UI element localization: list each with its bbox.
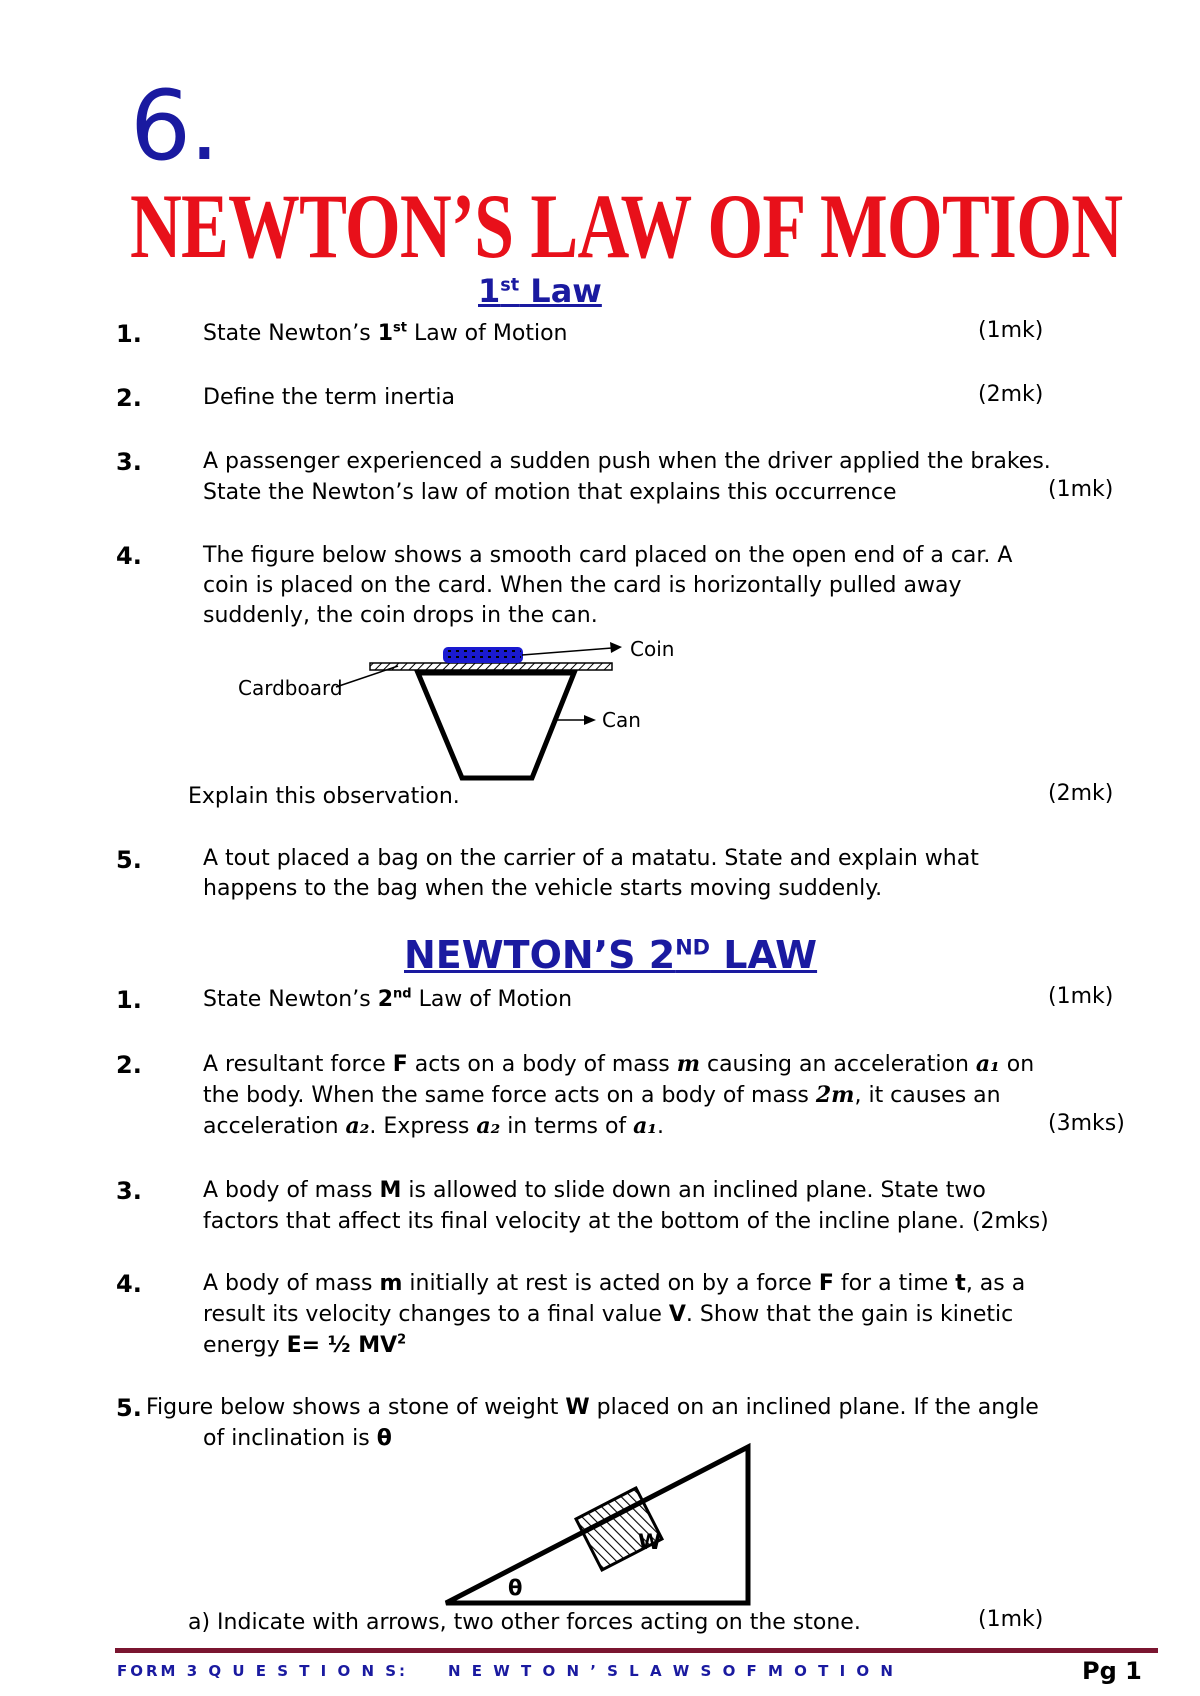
can-label: Can <box>602 708 641 732</box>
footer-left: FORM 3 Q U E S T I O N S: <box>117 1662 409 1680</box>
cardboard-arrow <box>336 666 398 687</box>
question-followup: Explain this observation. <box>188 784 460 809</box>
chapter-title: NEWTON’S LAW OF MOTION <box>130 175 1123 277</box>
question-text: happens to the bag when the vehicle starts moving suddenly. <box>203 876 883 901</box>
question-marks: (1mk) <box>978 318 1044 343</box>
chapter-number: 6. <box>130 70 218 182</box>
question-marks: (2mk) <box>978 382 1044 407</box>
question-number: 3. <box>116 448 142 476</box>
question-text: State the Newton’s law of motion that explains this occurrence <box>203 480 897 505</box>
question-text: A body of mass M is allowed to slide down an inclined plane. State two <box>203 1178 986 1203</box>
question-number: 2. <box>116 1051 142 1079</box>
can-arrow-head <box>584 715 596 725</box>
theta-label: θ <box>508 1576 523 1600</box>
coin-card-can-figure <box>230 636 710 786</box>
question-part-a: a) Indicate with arrows, two other forces acting on the stone. <box>188 1610 861 1635</box>
question-number: 4. <box>116 542 142 570</box>
question-number: 2. <box>116 384 142 412</box>
section-heading-second-law: NEWTON’S 2ND LAW <box>404 933 818 977</box>
question-number: 5. <box>116 846 142 874</box>
question-number: 1. <box>116 320 142 348</box>
question-text: State Newton’s 2nd Law of Motion <box>203 986 573 1012</box>
question-marks: (3mks) <box>1048 1111 1125 1136</box>
cardboard-label: Cardboard <box>238 676 343 700</box>
question-text: State Newton’s 1st Law of Motion <box>203 320 568 346</box>
coin-label: Coin <box>630 637 675 661</box>
footer-center: N E W T O N ’ S L A W S O F M O T I O N <box>448 1662 896 1680</box>
question-text: coin is placed on the card. When the card is horizontally pulled away <box>203 573 962 598</box>
question-text: A body of mass m initially at rest is acted on by a force F for a time t, as a <box>203 1271 1026 1296</box>
section-heading-first-law: 1st Law <box>478 272 602 310</box>
question-text: energy E= ½ $MV^2$ <box>203 1332 407 1358</box>
question-marks: (1mk) <box>1048 984 1114 1009</box>
question-marks: (1mk) <box>978 1607 1044 1632</box>
question-text: A tout placed a bag on the carrier of a matatu. State and explain what <box>203 846 979 871</box>
question-text: acceleration a₂. Express a₂ in terms of a₁. <box>203 1113 665 1139</box>
footer-divider <box>115 1648 1158 1653</box>
question-text: Figure below shows a stone of weight W placed on an inclined plane. If the angle <box>146 1395 1039 1420</box>
question-number: 1. <box>116 986 142 1014</box>
inclined-plane-figure <box>430 1435 760 1610</box>
coin-arrow-head <box>610 642 622 653</box>
question-text: suddenly, the coin drops in the can. <box>203 603 598 628</box>
question-number: 5. <box>116 1394 142 1422</box>
question-text: factors that affect its final velocity at the bottom of the incline plane. (2mks) <box>203 1209 1049 1234</box>
coin <box>444 648 522 662</box>
question-text: Define the term inertia <box>203 385 456 410</box>
question-text: The figure below shows a smooth card placed on the open end of a car. A <box>203 543 1013 568</box>
question-text: result its velocity changes to a final value V. Show that the gain is kinetic <box>203 1302 1014 1327</box>
cardboard <box>370 663 612 670</box>
page-number: Pg 1 <box>1082 1657 1142 1685</box>
weight-label: W <box>638 1530 662 1554</box>
question-number: 3. <box>116 1177 142 1205</box>
question-text: the body. When the same force acts on a body of mass 2m, it causes an <box>203 1082 1001 1108</box>
question-text: A resultant force F acts on a body of mass m causing an acceleration a₁ on <box>203 1051 1035 1077</box>
can <box>418 673 574 778</box>
coin-arrow <box>522 648 612 655</box>
question-text: A passenger experienced a sudden push when the driver applied the brakes. <box>203 449 1051 474</box>
question-marks: (1mk) <box>1048 477 1114 502</box>
question-marks: (2mk) <box>1048 781 1114 806</box>
question-text: of inclination is θ <box>203 1426 392 1451</box>
question-number: 4. <box>116 1270 142 1298</box>
